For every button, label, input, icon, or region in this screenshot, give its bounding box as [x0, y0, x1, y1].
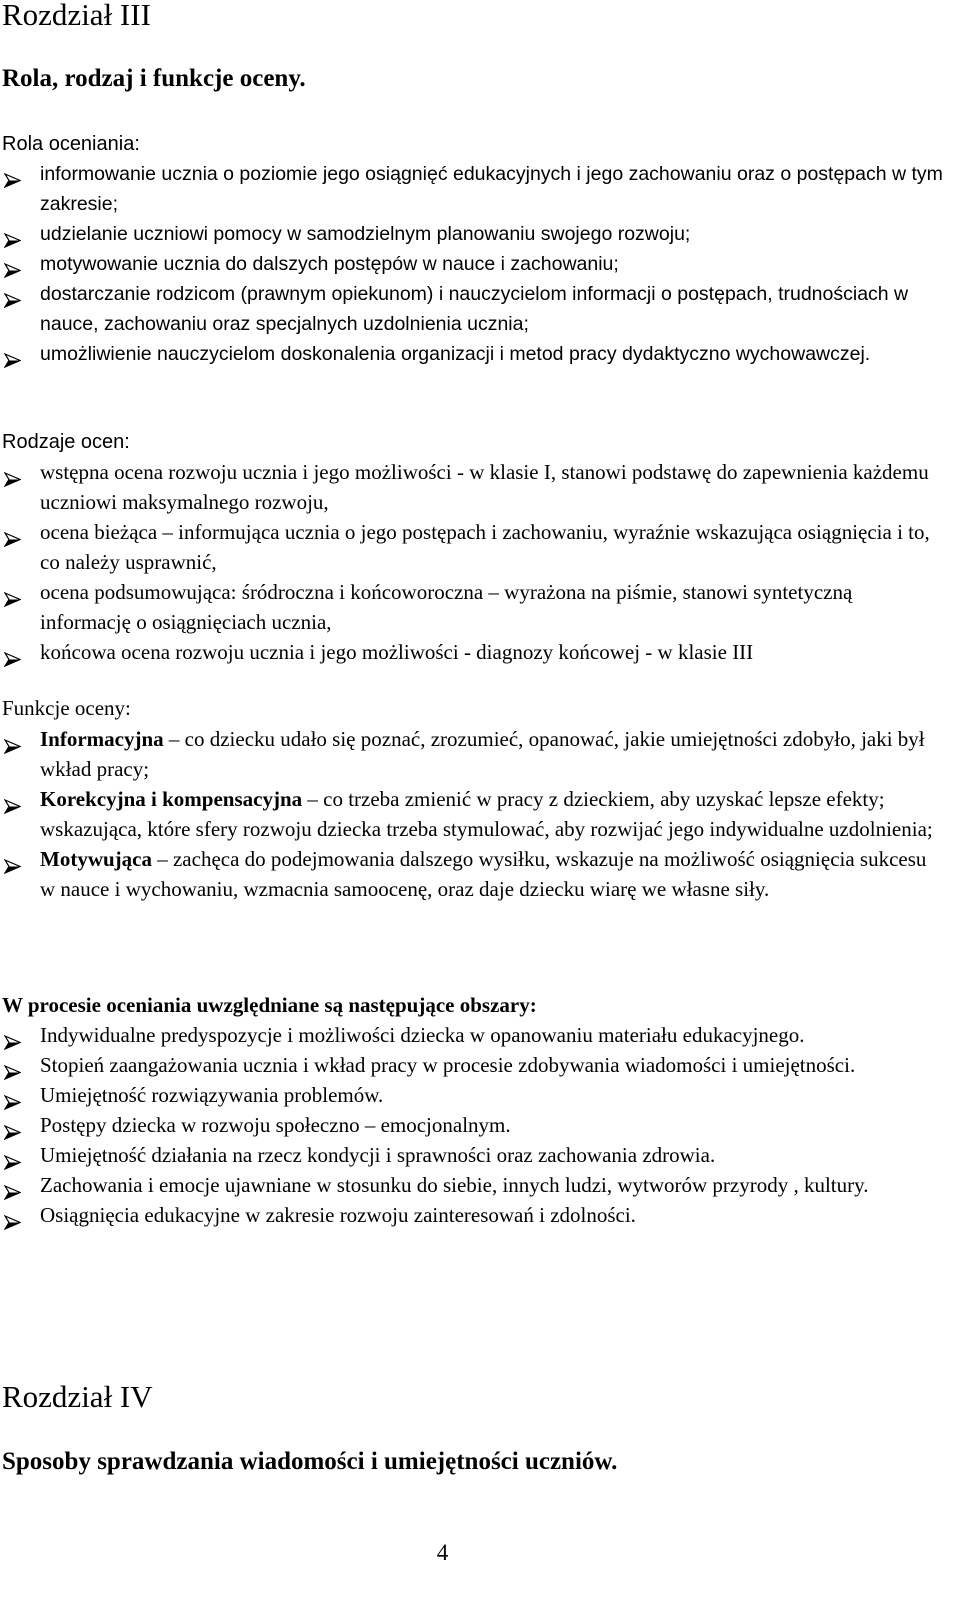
list-item	[0, 249, 945, 279]
list-item-text: Umiejętność działania na rzecz kondycji i sprawności oraz zachowania zdrowia.	[40, 1143, 716, 1167]
arrowhead-bullet-icon	[4, 1178, 21, 1193]
chapter-4-title: Rozdział IV	[2, 1379, 153, 1414]
chapter-4-subtitle: Sposoby sprawdzania wiadomości i umiejętności uczniów.	[2, 1448, 618, 1475]
list-item	[0, 1170, 945, 1200]
list-item-text: umożliwienie nauczycielom doskonalenia organizacji i metod pracy dydaktyczno wychowawczej.	[40, 343, 871, 365]
arrowhead-bullet-icon	[4, 645, 21, 660]
funkcje-heading: Funkcje oceny:	[2, 696, 131, 720]
funkcje-list	[0, 724, 945, 904]
arrowhead-bullet-icon	[4, 1088, 21, 1103]
arrowhead-bullet-icon	[4, 1208, 21, 1223]
function-term: Motywująca	[40, 847, 152, 871]
rodzaje-heading: Rodzaje ocen:	[2, 431, 130, 453]
list-item-text: wstępna ocena rozwoju ucznia i jego możliwości - w klasie I, stanowi podstawę do zapewnienia każdemu uczniowi maksymalnego rozwoju,	[40, 460, 929, 514]
chapter-3-title: Rozdział III	[2, 0, 151, 32]
function-description: – co trzeba zmienić w pracy z dzieckiem, aby uzyskać lepsze efekty; wskazująca, które sfery rozwoju dziecka trzeba stymulować, aby rozwijać jego indywidualne uzdolnienia;	[40, 787, 933, 841]
arrowhead-bullet-icon	[4, 465, 21, 480]
list-item-text: informowanie ucznia o poziomie jego osiągnięć edukacyjnych i jego zachowaniu oraz o postępach w tym zakresie;	[40, 163, 943, 215]
arrowhead-bullet-icon	[4, 852, 21, 867]
list-item-text: końcowa ocena rozwoju ucznia i jego możliwości - diagnozy końcowej - w klasie III	[40, 640, 754, 664]
function-description: – zachęca do podejmowania dalszego wysiłku, wskazuje na możliwość osiągnięcia sukcesu w nauce i wychowaniu, wzmacnia samoocenę, oraz daje dziecku wiarę we własne siły.	[40, 847, 927, 901]
page-number: 4	[436, 1540, 449, 1565]
list-item	[0, 339, 945, 369]
arrowhead-bullet-icon	[4, 257, 21, 272]
list-item	[0, 1140, 945, 1170]
arrowhead-bullet-icon	[4, 1148, 21, 1163]
list-item-text: motywowanie ucznia do dalszych postępów w nauce i zachowaniu;	[40, 253, 619, 275]
arrowhead-bullet-icon	[4, 732, 21, 747]
list-item	[0, 724, 945, 784]
arrowhead-bullet-icon	[4, 525, 21, 540]
list-item-text: dostarczanie rodzicom (prawnym opiekunom) i nauczycielom informacji o postępach, trudnościach w nauce, zachowaniu oraz specjalnych uzdolnienia ucznia;	[40, 283, 909, 335]
list-item-text: ocena bieżąca – informująca ucznia o jego postępach i zachowaniu, wyraźnie wskazująca osiągnięcia i to, co należy usprawnić,	[40, 520, 930, 574]
list-item	[0, 1110, 945, 1140]
rola-list	[0, 159, 945, 369]
list-item-text: udzielanie uczniowi pomocy w samodzielnym planowaniu swojego rozwoju;	[40, 223, 691, 245]
chapter-3-subtitle: Rola, rodzaj i funkcje oceny.	[2, 65, 306, 92]
list-item	[0, 784, 945, 844]
list-item-text: Umiejętność rozwiązywania problemów.	[40, 1083, 384, 1107]
arrowhead-bullet-icon	[4, 227, 21, 242]
list-item-text: ocena podsumowująca: śródroczna i końcoworoczna – wyrażona na piśmie, stanowi syntetyczną informację o osiągnięciach ucznia,	[40, 580, 853, 634]
function-description: – co dziecku udało się poznać, zrozumieć, opanować, jakie umiejętności zdobyło, jaki był wkład pracy;	[40, 727, 925, 781]
rola-heading: Rola oceniania:	[2, 133, 140, 155]
arrowhead-bullet-icon	[4, 347, 21, 362]
list-item-text: Postępy dziecka w rozwoju społeczno – emocjonalnym.	[40, 1113, 511, 1137]
list-item-text: Osiągnięcia edukacyjne w zakresie rozwoju zainteresowań i zdolności.	[40, 1203, 636, 1227]
list-item	[0, 1080, 945, 1110]
list-item	[0, 1200, 945, 1230]
list-item-text: Stopień zaangażowania ucznia i wkład pracy w procesie zdobywania wiadomości i umiejętności.	[40, 1053, 856, 1077]
list-item	[0, 1050, 945, 1080]
list-item	[0, 279, 945, 339]
arrowhead-bullet-icon	[4, 1028, 21, 1043]
list-item	[0, 457, 945, 517]
arrowhead-bullet-icon	[4, 1058, 21, 1073]
arrowhead-bullet-icon	[4, 1118, 21, 1133]
list-item	[0, 577, 945, 637]
list-item	[0, 637, 945, 667]
arrowhead-bullet-icon	[4, 167, 21, 182]
arrowhead-bullet-icon	[4, 792, 21, 807]
function-term: Informacyjna	[40, 727, 164, 751]
function-term: Korekcyjna i kompensacyjna	[40, 787, 303, 811]
list-item-text: Zachowania i emocje ujawniane w stosunku do siebie, innych ludzi, wytworów przyrody , kultury.	[40, 1173, 869, 1197]
arrowhead-bullet-icon	[4, 585, 21, 600]
list-item	[0, 1020, 945, 1050]
obszary-list	[0, 1020, 945, 1230]
list-item	[0, 517, 945, 577]
arrowhead-bullet-icon	[4, 287, 21, 302]
obszary-heading: W procesie oceniania uwzględniane są następujące obszary:	[2, 993, 537, 1017]
list-item-text: Indywidualne predyspozycje i możliwości dziecka w opanowaniu materiału edukacyjnego.	[40, 1023, 805, 1047]
list-item	[0, 844, 945, 904]
list-item	[0, 219, 945, 249]
list-item	[0, 159, 945, 219]
rodzaje-list	[0, 457, 945, 667]
